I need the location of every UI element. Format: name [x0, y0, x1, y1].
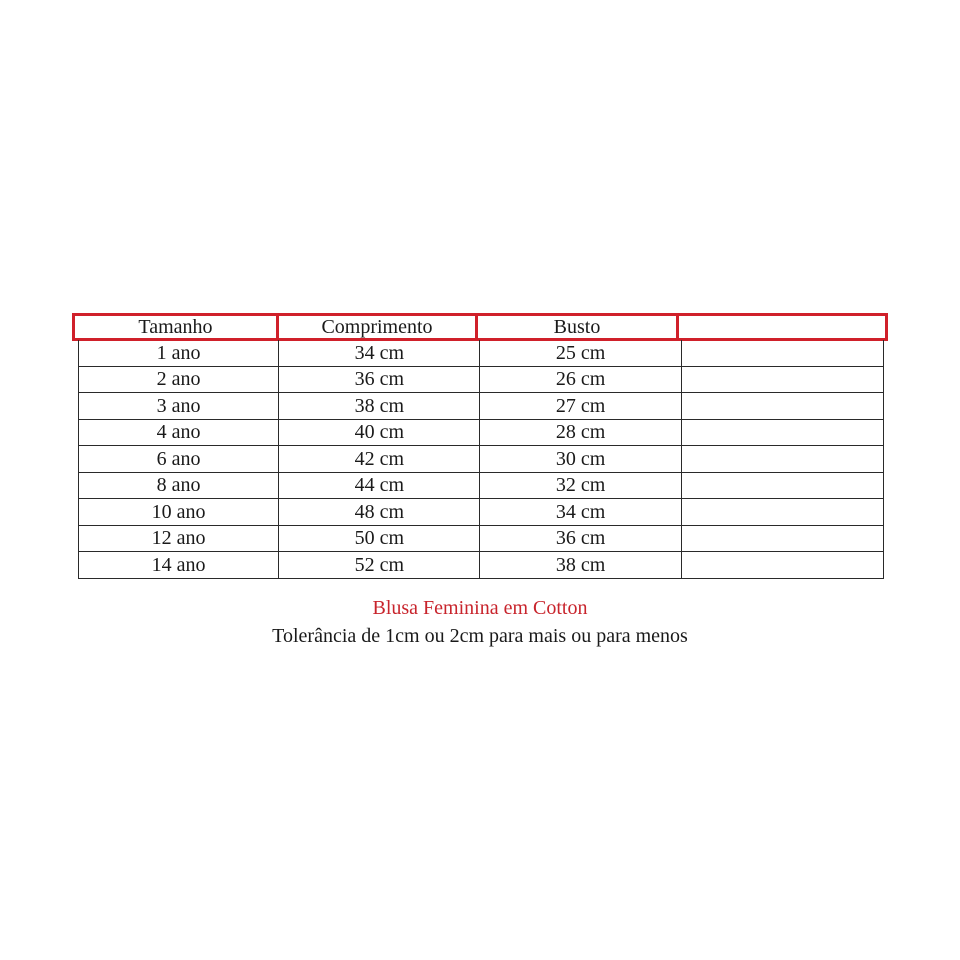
table-cell	[681, 419, 883, 446]
table-row	[79, 419, 884, 446]
table-header-row	[72, 313, 888, 341]
table-row	[79, 525, 884, 552]
table-cell	[681, 340, 883, 366]
table-cell: 52 cm	[279, 552, 480, 579]
table-cell: 36 cm	[480, 525, 681, 552]
table-row	[79, 552, 884, 579]
table-cell: 25 cm	[480, 340, 681, 366]
size-chart	[72, 313, 888, 576]
table-cell: 27 cm	[480, 393, 681, 420]
table-cell: 42 cm	[279, 446, 480, 473]
table-cell: 2 ano	[79, 366, 279, 393]
table-row	[79, 499, 884, 526]
table-cell: 14 ano	[79, 552, 279, 579]
header-cell-comprimento: Comprimento	[276, 313, 478, 341]
table-cell: 6 ano	[79, 446, 279, 473]
table-cell	[681, 366, 883, 393]
header-cell-tamanho: Tamanho	[72, 313, 279, 341]
table-cell: 48 cm	[279, 499, 480, 526]
table-cell	[681, 446, 883, 473]
table-cell	[681, 525, 883, 552]
table-cell: 30 cm	[480, 446, 681, 473]
table-cell: 3 ano	[79, 393, 279, 420]
product-title: Blusa Feminina em Cotton	[372, 597, 588, 619]
table-cell	[681, 472, 883, 499]
table-cell	[681, 552, 883, 579]
table-cell: 34 cm	[480, 499, 681, 526]
table-cell: 36 cm	[279, 366, 480, 393]
table-row	[79, 446, 884, 473]
size-table-body	[78, 340, 884, 579]
table-cell: 1 ano	[79, 340, 279, 366]
table-cell: 44 cm	[279, 472, 480, 499]
table-row	[79, 366, 884, 393]
table-row	[79, 393, 884, 420]
table-cell: 8 ano	[79, 472, 279, 499]
table-cell: 40 cm	[279, 419, 480, 446]
table-cell: 38 cm	[279, 393, 480, 420]
table-cell: 50 cm	[279, 525, 480, 552]
table-cell: 4 ano	[79, 419, 279, 446]
tolerance-note: Tolerância de 1cm ou 2cm para mais ou para menos	[272, 625, 688, 647]
table-row	[79, 340, 884, 366]
table-cell: 28 cm	[480, 419, 681, 446]
table-cell	[681, 499, 883, 526]
table-row	[79, 472, 884, 499]
table-cell	[681, 393, 883, 420]
header-cell-empty	[676, 313, 888, 341]
table-cell: 10 ano	[79, 499, 279, 526]
table-cell: 32 cm	[480, 472, 681, 499]
table-cell: 12 ano	[79, 525, 279, 552]
table-cell: 26 cm	[480, 366, 681, 393]
table-cell: 38 cm	[480, 552, 681, 579]
table-cell: 34 cm	[279, 340, 480, 366]
header-cell-busto: Busto	[475, 313, 679, 341]
